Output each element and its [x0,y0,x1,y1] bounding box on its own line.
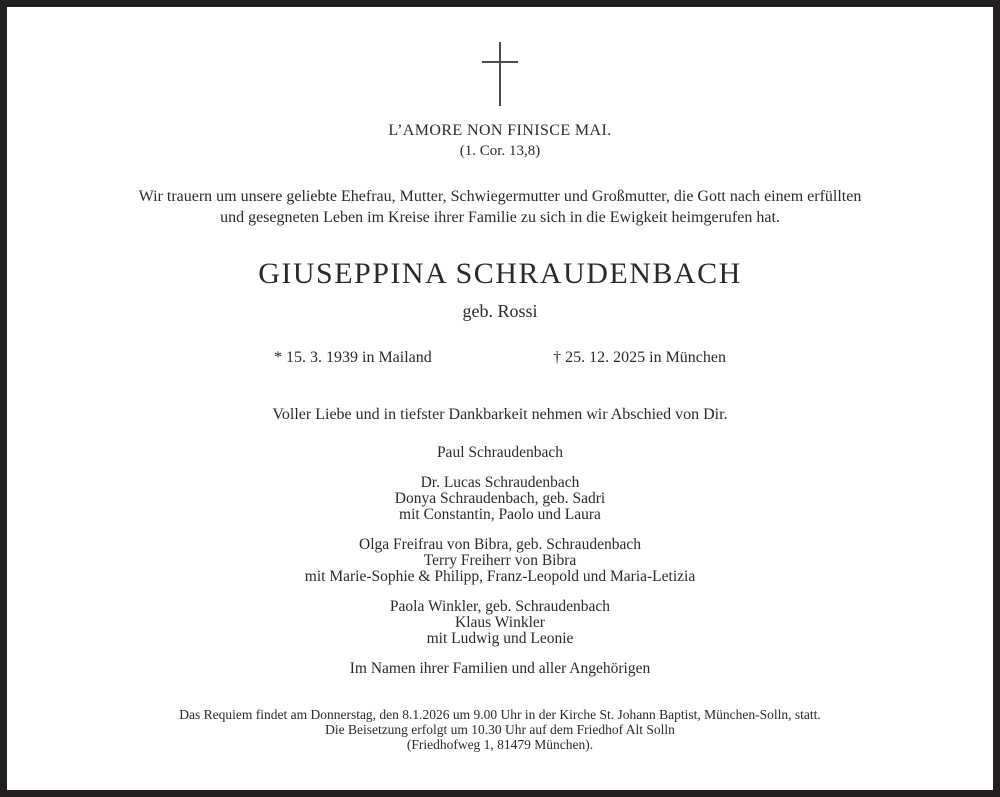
mourner-line: mit Constantin, Paolo und Laura [399,506,601,523]
mourner-group [7,475,993,523]
mourner-line: Dr. Lucas Schraudenbach [420,474,580,491]
mourner-group [7,445,993,461]
mourner-line: mit Marie-Sophie & Philipp, Franz-Leopold und Maria-Letizia [304,568,696,585]
farewell-line: Voller Liebe und in tiefster Dankbarkeit nehmen wir Abschied von Dir. [272,406,728,423]
mourner-line: mit Ludwig und Leonie [426,630,574,647]
intro-paragraph [7,186,993,228]
burial-info-line: Die Beisetzung erfolgt um 10.30 Uhr auf dem Friedhof Alt Solln [325,722,675,737]
deceased-name: GIUSEPPINA SCHRAUDENBACH [258,257,742,290]
mourner-group [7,599,993,647]
requiem-info-line: Das Requiem findet am Donnerstag, den 8.1.2026 um 9.00 Uhr in der Kirche St. Johann Baptist, München-Solln, statt. [179,707,821,722]
death-date: † 25. 12. 2025 in München [553,349,726,366]
mourner-group [7,661,993,677]
motto-source: (1. Cor. 13,8) [459,143,541,159]
mourner-line: Olga Freifrau von Bibra, geb. Schraudenbach [359,536,641,553]
cross-icon [482,42,518,106]
mourners-list [7,445,993,677]
birth-date: * 15. 3. 1939 in Mailand [274,349,432,366]
in-the-name-line: Im Namen ihrer Familien und aller Angehörigen [349,660,651,677]
cemetery-address-line: (Friedhofweg 1, 81479 München). [406,737,594,752]
mourner-line: Donya Schraudenbach, geb. Sadri [394,490,606,507]
mourner-group [7,537,993,585]
life-dates [274,348,726,368]
motto-text: L’AMORE NON FINISCE MAI. [388,122,612,139]
mourner-line: Terry Freiherr von Bibra [423,552,577,569]
intro-line: Wir trauern um unsere geliebte Ehefrau, Mutter, Schwiegermutter und Großmutter, die Gott nach einem erfüllten [138,188,862,205]
service-info [7,707,993,752]
mourner-line: Paul Schraudenbach [436,444,564,461]
maiden-name: geb. Rossi [462,301,538,321]
intro-line: und gesegneten Leben im Kreise ihrer Familie zu sich in die Ewigkeit heimgerufen hat. [220,209,780,226]
mourner-line: Paola Winkler, geb. Schraudenbach [389,598,611,615]
mourner-line: Klaus Winkler [455,614,545,631]
